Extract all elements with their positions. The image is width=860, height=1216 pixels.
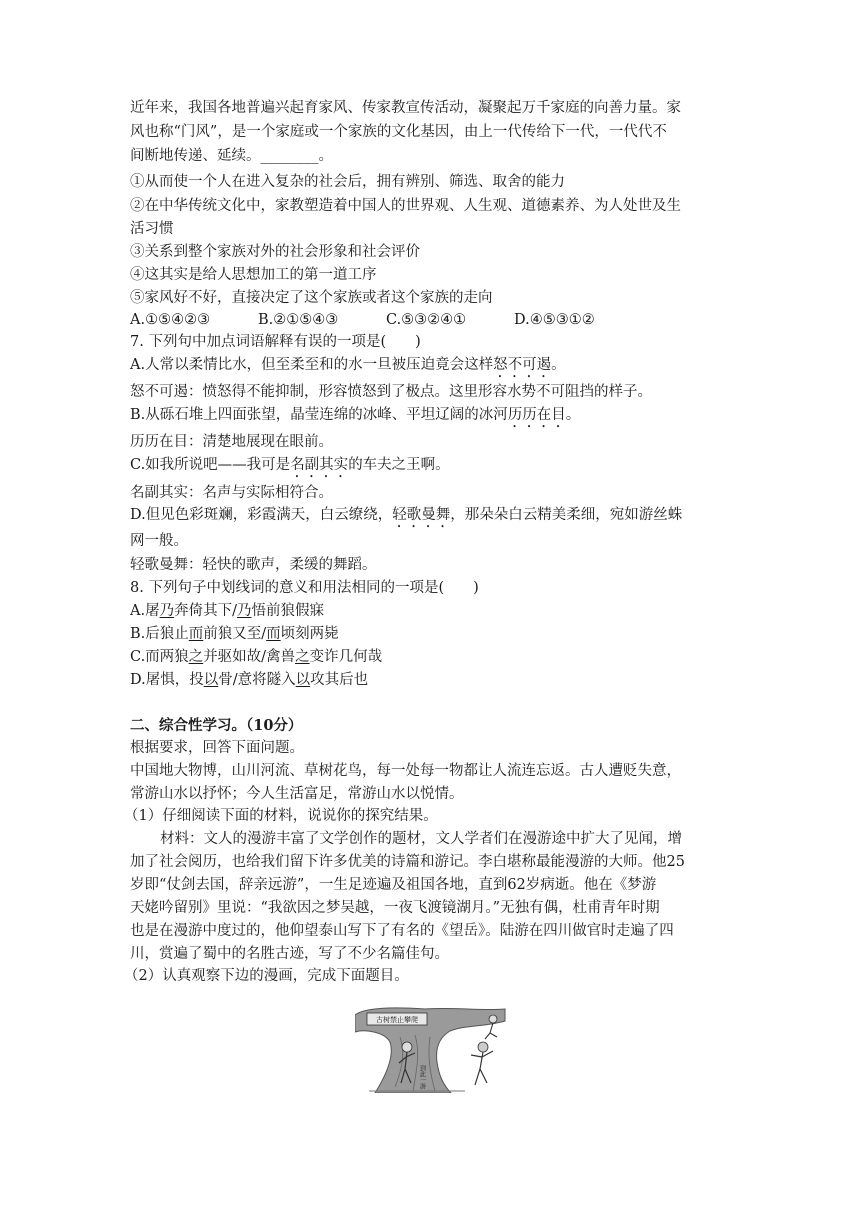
q7-stem: 7. 下列句中加点词语解释有误的一项是( ) — [130, 334, 421, 350]
q8-a-part: 奔倚其下/ — [174, 603, 237, 619]
q7-b-dotted-word: 历历在目 — [507, 407, 566, 423]
q8-c-part: 并驱如故/禽兽 — [203, 649, 296, 665]
q8-option-d — [130, 670, 730, 690]
q8-b-underlined-1: 而 — [188, 626, 204, 642]
passage-line-2: 风也称“门风”，是一个家庭或一个家族的文化基因，由上一代传给下一代，一代代不 — [130, 124, 667, 140]
material-line-6: 川，赏遍了蜀中的名胜古迹，写了不少名篇佳句。 — [130, 946, 449, 962]
q7-a-text: A.人常以柔情比水，但至柔至和的水一旦被压迫竟会这样 — [130, 357, 494, 373]
q8-d-part: 骨/意将隧入 — [218, 672, 296, 688]
sub-question-2: （2）认真观察下边的漫画，完成下面题目。 — [124, 968, 409, 984]
q7-option-d — [130, 505, 730, 531]
q7-b-end: 。 — [565, 407, 581, 423]
q8-d-part: D.屠惧，投 — [130, 672, 204, 688]
q7-d-text: D.但见色彩斑斓，彩霞满天，白云缭绕， — [130, 507, 393, 523]
q7-option-c — [130, 455, 730, 481]
q7-b-text: B.从砾石堆上四面张望，晶莹连绵的冰峰、平坦辽阔的冰河 — [130, 407, 508, 423]
q6-option-d: D.④⑤③①② — [514, 312, 595, 328]
section-para-line-2: 常游山水以抒怀；今人生活富足，常游山水以悦情。 — [130, 786, 464, 802]
material-line-4: 天姥吟留别》里说：“我欲因之梦吴越，一夜飞渡镜湖月。”无独有偶，杜甫青年时期 — [130, 900, 660, 916]
q7-option-b — [130, 405, 730, 431]
passage-line-3 — [130, 146, 730, 166]
q8-c-underlined-2: 之 — [295, 649, 310, 665]
q7-option-a — [130, 355, 730, 381]
section-intro: 根据要求，回答下面问题。 — [130, 740, 304, 756]
cartoon-carved-text: 到此一游 — [418, 1065, 426, 1089]
q8-d-underlined-2: 以 — [295, 672, 311, 688]
q8-b-part: 顷刻两毙 — [280, 626, 339, 642]
q8-b-underlined-2: 而 — [266, 626, 281, 642]
q8-option-a — [130, 601, 730, 621]
sentence-5: ⑤家风好不好，直接决定了这个家族或者这个家族的走向 — [130, 290, 493, 306]
sentence-3: ③关系到整个家族对外的社会形象和社会评价 — [130, 244, 420, 260]
q8-a-part: A.屠 — [130, 603, 160, 619]
q7-c-end: 的车夫之王啊。 — [348, 457, 450, 473]
q8-c-part: 变诈几何哉 — [309, 649, 383, 665]
sentence-4: ④这其实是给人思想加工的第一道工序 — [130, 267, 377, 283]
q7-d-explanation: 轻歌曼舞：轻快的歌声，柔缓的舞蹈。 — [130, 557, 377, 573]
q7-d-continuation: 网一般。 — [130, 533, 188, 549]
q6-options — [130, 310, 730, 330]
q7-c-text: C.如我所说吧——我可是 — [130, 457, 291, 473]
answer-blank: ________ — [260, 148, 319, 164]
material-line-2: 加了社会阅历，也给我们留下许多优美的诗篇和游记。李白堪称最能漫游的大师。他25 — [130, 854, 685, 870]
cartoon-illustration — [355, 1007, 510, 1093]
q6-option-b: B.②①⑤④③ — [258, 312, 339, 328]
material-line-3: 岁即“仗剑去国，辞亲远游”，一生足迹遍及祖国各地，直到62岁病逝。他在《梦游 — [130, 877, 657, 893]
passage-line-1: 近年来，我国各地普遍兴起育家风、传家教宣传活动，凝聚起万千家庭的向善力量。家 — [130, 100, 681, 116]
q8-b-part: 前狼又至/ — [203, 626, 267, 642]
sentence-2-line-2: 活习惯 — [130, 221, 174, 237]
q8-c-underlined-1: 之 — [188, 649, 204, 665]
cartoon-sign-text: 古树禁止攀爬 — [376, 1016, 418, 1024]
q8-b-part: B.后狼止 — [130, 626, 189, 642]
q8-a-part: 悟前狼假寐 — [251, 603, 324, 619]
q8-option-b — [130, 624, 730, 644]
q6-option-a: A.①⑤④②③ — [130, 312, 211, 328]
q8-a-underlined-1: 乃 — [159, 603, 175, 619]
q7-a-explanation: 怒不可遏：愤怒得不能抑制，形容愤怒到了极点。这里形容水势不可阻挡的样子。 — [130, 384, 652, 400]
passage-line-3-end: 。 — [318, 148, 333, 164]
q7-c-explanation: 名副其实：名声与实际相符合。 — [130, 485, 333, 501]
q7-a-end: 。 — [551, 357, 566, 373]
q8-d-underlined-1: 以 — [203, 672, 219, 688]
q7-a-dotted-word: 怒不可遏 — [493, 357, 552, 373]
q7-d-dotted-word: 轻歌曼舞 — [392, 507, 451, 523]
sentence-1: ①从而使一个人在进入复杂的社会后，拥有辨别、筛选、取舍的能力 — [130, 174, 565, 190]
sentence-2-line-1: ②在中华传统文化中，家教塑造着中国人的世界观、人生观、道德素养、为人处世及生 — [130, 198, 681, 214]
q7-c-dotted-word: 名副其实 — [290, 457, 349, 473]
material-line-1: 材料：文人的漫游丰富了文学创作的题材，文人学者们在漫游途中扩大了见闻，增 — [160, 831, 682, 847]
section-para-line-1: 中国地大物博，山川河流、草树花鸟，每一处每一物都让人流连忘返。古人遭贬失意， — [130, 763, 681, 779]
q8-c-part: C.而两狼 — [130, 649, 189, 665]
q8-stem: 8. 下列句子中划线词的意义和用法相同的一项是( ) — [130, 580, 479, 596]
q6-option-c: C.⑤③②④① — [386, 312, 467, 328]
material-line-5: 也是在漫游中度过的，他仰望泰山写下了有名的《望岳》。陆游在四川做官时走遍了四 — [130, 923, 674, 939]
passage-line-3-text: 间断地传递、延续。 — [130, 148, 261, 164]
section-heading: 二、综合性学习。（10分） — [130, 717, 303, 734]
q7-d-mid: ，那朵朵白云精美柔细，宛如游丝蛛 — [450, 507, 683, 523]
q8-d-part: 攻其后也 — [310, 672, 369, 688]
sub-question-1: （1）仔细阅读下面的材料，说说你的探究结果。 — [124, 808, 438, 824]
q7-b-explanation: 历历在目：清楚地展现在眼前。 — [130, 434, 333, 450]
q8-option-c — [130, 647, 730, 667]
q8-a-underlined-2: 乃 — [236, 603, 252, 619]
